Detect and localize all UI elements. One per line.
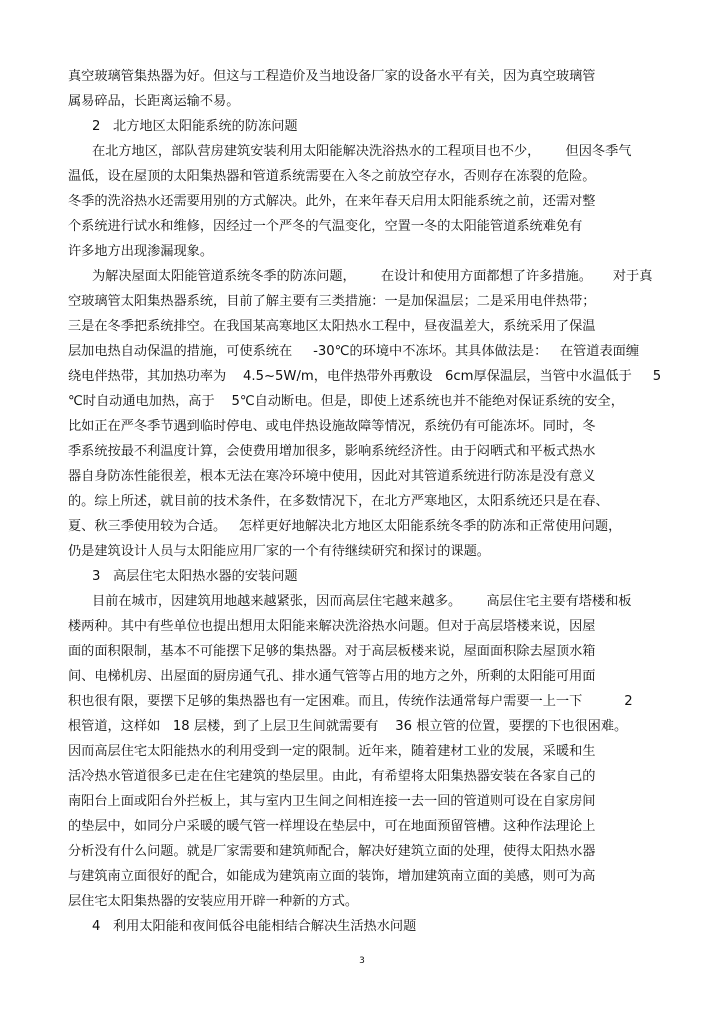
text-line: 绕电伴热带，其加热功率为 4.5~5W/m，电伴热带外再敷设 6cm厚保温层，当管中水温低于 5 — [68, 369, 662, 384]
text-line: 目前在城市，因建筑用地越来越紧张，因而高层住宅越来越多。 高层住宅主要有塔楼和板 — [92, 594, 632, 609]
section-heading-3: 3 高层住宅太阳热水器的安装问题 — [92, 569, 298, 584]
text-line: 间、电梯机房、出屋面的厨房通气孔、排水通气管等占用的地方之外，所剩的太阳能可用面 — [68, 669, 596, 684]
text-line: 夏、秋三季使用较为合适。 怎样更好地解决北方地区太阳能系统冬季的防冻和正常使用问题， — [68, 519, 622, 534]
text-line: 根管道，这样如 18 层楼，到了上层卫生间就需要有 36 根立管的位置，要摆的下也很困难。 — [68, 719, 628, 734]
text-line: 为解决屋面太阳能管道系统冬季的防冻问题， 在设计和使用方面都想了许多措施。 对于真 — [92, 269, 653, 284]
text-line: ℃时自动通电加热，高于 5℃自动断电。但是，即使上述系统也并不能绝对保证系统的安全， — [68, 394, 624, 409]
text-line: 积也很有限，要摆下足够的集热器也有一定困难。而且，传统作法通常每户需要一上一下 2 — [68, 694, 633, 709]
text-line: 比如正在严冬季节遇到临时停电、或电伴热设施故障等情况，系统仍有可能冻坏。同时，冬 — [68, 419, 596, 434]
section-heading-2: 2 北方地区太阳能系统的防冻问题 — [92, 119, 298, 134]
text-line: 冬季的洗浴热水还需要用别的方式解决。此外，在来年春天启用太阳能系统之前，还需对整 — [68, 194, 596, 209]
text-line: 因而高层住宅太阳能热水的利用受到一定的限制。近年来，随着建材工业的发展，采暖和生 — [68, 744, 596, 759]
text-line: 真空玻璃管集热器为好。但这与工程造价及当地设备厂家的设备水平有关，因为真空玻璃管 — [68, 69, 596, 84]
text-line: 面的面积限制，基本不可能摆下足够的集热器。对于高层板楼来说，屋面面积除去屋顶水箱 — [68, 644, 596, 659]
text-line: 的垫层中，如同分户采暖的暖气管一样埋设在垫层中，可在地面预留管槽。这种作法理论上 — [68, 819, 596, 834]
text-line: 器自身防冻性能很差，根本无法在寒冷环境中使用，因此对其管道系统进行防冻是没有意义 — [68, 469, 596, 484]
page-number: 3 — [359, 956, 365, 966]
text-line: 仍是建筑设计人员与太阳能应用厂家的一个有待继续研究和探讨的课题。 — [68, 544, 490, 559]
text-line: 三是在冬季把系统排空。在我国某高寒地区太阳热水工程中，昼夜温差大，系统采用了保温 — [68, 319, 596, 334]
text-line: 温低，设在屋顶的太阳集热器和管道系统需要在入冬之前放空存水，否则存在冻裂的危险。 — [68, 169, 596, 184]
text-line: 属易碎品，长距离运输不易。 — [68, 94, 240, 109]
text-line: 个系统进行试水和维修，因经过一个严冬的气温变化，空置一冬的太阳能管道系统难免有 — [68, 219, 583, 234]
text-line: 分析没有什么问题。就是厂家需要和建筑师配合，解决好建筑立面的处理，使得太阳热水器 — [68, 844, 596, 859]
text-line: 的。综上所述，就目前的技术条件，在多数情况下，在北方严寒地区，太阳系统还只是在春、 — [68, 494, 609, 509]
text-line: 季系统按最不利温度计算，会使费用增加很多，影响系统经济性。由于闷晒式和平板式热水 — [68, 444, 596, 459]
text-line: 空玻璃管太阳集热器系统，目前了解主要有三类措施：一是加保温层；二是采用电伴热带； — [68, 294, 596, 309]
text-line: 许多地方出现渗漏现象。 — [68, 244, 214, 259]
text-line: 活冷热水管道很多已走在住宅建筑的垫层里。由此，有希望将太阳集热器安装在各家自己的 — [68, 769, 596, 784]
text-line: 楼两种。其中有些单位也提出想用太阳能来解决洗浴热水问题。但对于高层塔楼来说，因屋 — [68, 619, 596, 634]
text-line: 层住宅太阳集热器的安装应用开辟一种新的方式。 — [68, 894, 359, 909]
section-heading-4: 4 利用太阳能和夜间低谷电能相结合解决生活热水问题 — [92, 919, 417, 934]
text-line: 层加电热自动保温的措施，可使系统在 -30℃的环境中不冻坏。其具体做法是： 在管道表面缠 — [68, 344, 640, 359]
text-line: 在北方地区，部队营房建筑安装利用太阳能解决洗浴热水的工程项目也不少， 但因冬季气 — [92, 144, 632, 159]
text-line: 与建筑南立面很好的配合，如能成为建筑南立面的装饰，增加建筑南立面的美感，则可为高 — [68, 869, 596, 884]
text-line: 南阳台上面或阳台外拦板上，其与室内卫生间之间相连接一去一回的管道则可设在自家房间 — [68, 794, 596, 809]
